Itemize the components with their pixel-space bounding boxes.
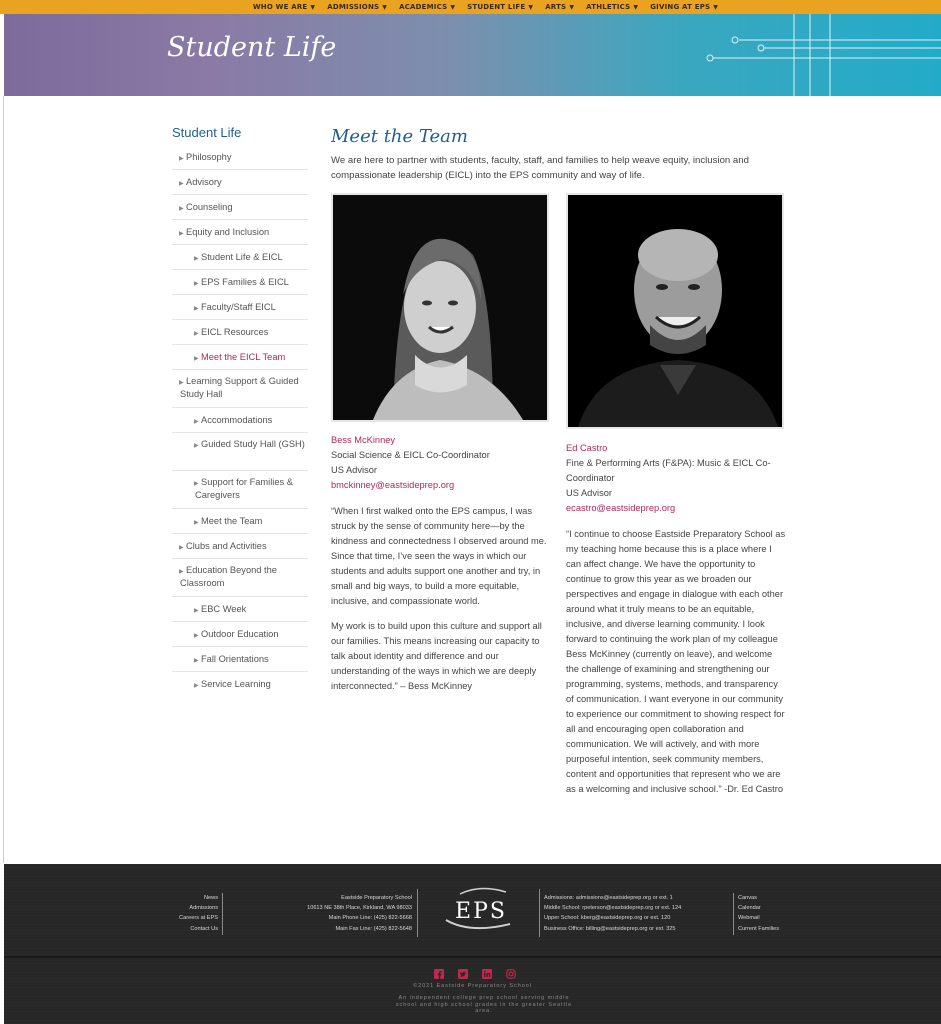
caret-right-icon: ▶ bbox=[194, 256, 199, 262]
sidebar-item-eicl-resources[interactable]: ▶ EICL Resources bbox=[172, 320, 308, 345]
facebook-icon[interactable] bbox=[434, 969, 444, 979]
footer-link-webmail[interactable]: Webmail bbox=[738, 915, 760, 922]
contact-admissions[interactable]: Admissions: admissions@eastsideprep.org or ext. 1 bbox=[544, 895, 673, 901]
nav-who-we-are[interactable]: WHO WE ARE ▼ bbox=[252, 3, 316, 11]
footer-link-calendar[interactable]: Calendar bbox=[738, 905, 761, 912]
school-address: 10613 NE 38th Place, Kirkland, WA 98033 bbox=[307, 905, 412, 912]
sidebar-item-eps-families-eicl[interactable]: ▶ EPS Families & EICL bbox=[172, 270, 308, 295]
portrait-photo-ed bbox=[566, 193, 784, 429]
caret-right-icon: ▶ bbox=[194, 658, 199, 664]
footer-link-careers[interactable]: Careers at EPS bbox=[179, 915, 218, 922]
person-name[interactable]: Bess McKinney bbox=[331, 435, 396, 445]
person-email-link[interactable]: ecastro@eastsideprep.org bbox=[566, 503, 676, 513]
person-card-bess bbox=[331, 433, 551, 493]
intro-paragraph: We are here to partner with students, faculty, staff, and families to help weave equity, inclusion and compassionate leadership (EICL) into the EPS community and way of life. bbox=[331, 155, 749, 181]
caret-right-icon: ▶ bbox=[179, 569, 184, 575]
caret-right-icon: ▶ bbox=[179, 206, 184, 212]
quote-bess-1: “When I first walked onto the EPS campus, I was struck by the sense of community here—by the kindness and connectedness I observed around me. Since that time, I’ve seen the ways in which our students and adults support one another and try, in small and big ways, to build a more equitable, inclusive, and compassionate world. bbox=[331, 506, 547, 606]
quote-bess-2: My work is to build upon this culture and support all our families. This means increasing our capacity to talk about identity and difference and our understanding of the ways in which we are deeply interconnected.” – Bess McKinney bbox=[331, 621, 542, 691]
sidebar-item-counseling[interactable]: ▶ Counseling bbox=[172, 195, 308, 220]
sidebar-item-student-life-eicl[interactable]: ▶ Student Life & EICL bbox=[172, 245, 308, 270]
sidebar-item-guided-study-hall[interactable]: ▶ Guided Study Hall (GSH) bbox=[172, 433, 308, 471]
instagram-icon[interactable] bbox=[506, 969, 516, 979]
site-footer bbox=[4, 864, 941, 1024]
chevron-down-icon: ▼ bbox=[569, 4, 575, 11]
sidebar-item-outdoor-education[interactable]: ▶ Outdoor Education bbox=[172, 622, 308, 647]
sidebar-item-advisory[interactable]: ▶ Advisory bbox=[172, 170, 308, 195]
person-extra: US Advisor bbox=[331, 465, 377, 475]
sidebar-item-education-beyond[interactable]: ▶ Education Beyond the Classroom bbox=[172, 559, 308, 597]
footer-links-right bbox=[738, 893, 818, 934]
contact-business-office[interactable]: Business Office: billing@eastsideprep.org or ext. 325 bbox=[544, 925, 676, 932]
twitter-icon[interactable] bbox=[458, 969, 468, 979]
footer-link-canvas[interactable]: Canvas bbox=[738, 895, 757, 901]
caret-right-icon: ▶ bbox=[194, 443, 199, 449]
chevron-down-icon: ▼ bbox=[528, 4, 534, 11]
person-email-link[interactable]: bmckinney@eastsideprep.org bbox=[331, 480, 455, 490]
nav-admissions[interactable]: ADMISSIONS ▼ bbox=[327, 3, 388, 11]
page-title: Meet the Team bbox=[331, 126, 468, 147]
footer-divider bbox=[539, 889, 540, 937]
page-left-border bbox=[3, 96, 4, 863]
person-name[interactable]: Ed Castro bbox=[566, 443, 608, 453]
footer-divider bbox=[417, 889, 418, 937]
caret-right-icon: ▶ bbox=[194, 481, 199, 487]
caret-right-icon: ▶ bbox=[179, 156, 184, 162]
hero-banner bbox=[4, 14, 941, 96]
footer-links-left bbox=[154, 893, 218, 934]
copyright-text: ©2021 Eastside Preparatory School bbox=[413, 983, 532, 989]
caret-right-icon: ▶ bbox=[194, 281, 199, 287]
footer-divider bbox=[222, 893, 223, 935]
nav-student-life[interactable]: STUDENT LIFE ▼ bbox=[467, 3, 534, 11]
school-name: Eastside Preparatory School bbox=[341, 895, 412, 901]
footer-separator bbox=[4, 956, 941, 958]
chevron-down-icon: ▼ bbox=[382, 4, 388, 11]
caret-right-icon: ▶ bbox=[194, 633, 199, 639]
caret-right-icon: ▶ bbox=[194, 683, 199, 689]
sidebar-item-service-learning[interactable]: ▶ Service Learning bbox=[172, 672, 308, 697]
sidebar-item-fall-orientations[interactable]: ▶ Fall Orientations bbox=[172, 647, 308, 672]
social-links bbox=[434, 969, 516, 979]
chevron-down-icon: ▼ bbox=[633, 4, 639, 11]
linkedin-icon[interactable] bbox=[482, 969, 492, 979]
caret-right-icon: ▶ bbox=[194, 419, 199, 425]
nav-academics[interactable]: ACADEMICS ▼ bbox=[399, 3, 456, 11]
logo-text: EPS bbox=[455, 899, 507, 924]
circuit-lines-graphic bbox=[4, 14, 941, 96]
sidebar-item-accommodations[interactable]: ▶ Accommodations bbox=[172, 408, 308, 433]
sidebar-item-philosophy[interactable]: ▶ Philosophy bbox=[172, 145, 308, 170]
caret-right-icon: ▶ bbox=[179, 181, 184, 187]
portrait-photo-bess bbox=[331, 193, 549, 422]
caret-right-icon: ▶ bbox=[194, 608, 199, 614]
top-nav bbox=[0, 0, 941, 14]
eps-logo[interactable] bbox=[440, 884, 522, 936]
caret-right-icon: ▶ bbox=[194, 520, 199, 526]
sidebar-item-meet-the-team[interactable]: ▶ Meet the Team bbox=[172, 509, 308, 534]
nav-athletics[interactable]: ATHLETICS ▼ bbox=[586, 3, 639, 11]
caret-right-icon: ▶ bbox=[194, 356, 199, 362]
person-card-ed bbox=[566, 441, 786, 516]
sidebar-item-learning-support[interactable]: ▶ Learning Support & Guided Study Hall bbox=[172, 370, 308, 408]
caret-right-icon: ▶ bbox=[179, 231, 184, 237]
chevron-down-icon: ▼ bbox=[713, 4, 719, 11]
caret-right-icon: ▶ bbox=[194, 306, 199, 312]
chevron-down-icon: ▼ bbox=[450, 4, 456, 11]
sidebar-nav bbox=[172, 145, 308, 697]
caret-right-icon: ▶ bbox=[179, 545, 184, 551]
caret-right-icon: ▶ bbox=[179, 380, 184, 386]
sidebar-item-clubs-activities[interactable]: ▶ Clubs and Activities bbox=[172, 534, 308, 559]
quote-ed: “I continue to choose Eastside Preparatory School as my teaching home because this is a place where I can affect change. We have the opportunity to continue to grow this year as we broaden our perspectives and engage in dialogue with each other around what it truly means to be an equitable, inclusive, and diverse learning community. I look forward to continuing the work plan of my colleague Bess McKinney (currently on leave), and welcome the challenge of examining and strengthening our programming, systems, methods, and transparency of communication. I want everyone in our community to experience our commitment to showing respect for all and encouraging open collaboration and communication. We will actively, and with more purposeful intention, seek community members, content and opportunities that represent who we are as a welcoming and inclusive school.” -Dr. Ed Castro bbox=[566, 529, 786, 794]
person-extra: US Advisor bbox=[566, 488, 612, 498]
footer-link-admissions[interactable]: Admissions bbox=[189, 905, 218, 912]
sidebar-item-meet-eicl-team[interactable]: ▶ Meet the EICL Team bbox=[172, 345, 308, 370]
hero-title: Student Life bbox=[167, 32, 337, 63]
footer-tagline: An independent college prep school serving middle school and high school grades in the greater Seattle area. bbox=[395, 995, 573, 1014]
footer-contacts bbox=[544, 893, 724, 934]
nav-arts[interactable]: ARTS ▼ bbox=[545, 3, 575, 11]
contact-upper-school[interactable]: Upper School: kberg@eastsideprep.org or ext. 120 bbox=[544, 915, 671, 922]
footer-address bbox=[254, 893, 412, 934]
footer-link-current-families[interactable]: Current Families bbox=[738, 925, 780, 932]
sidebar-item-equity-inclusion[interactable]: ▶ Equity and Inclusion bbox=[172, 220, 308, 245]
sidebar-item-support-families[interactable]: ▶ Support for Families & Caregivers bbox=[172, 471, 308, 509]
sidebar-title: Student Life bbox=[172, 125, 242, 140]
footer-divider bbox=[733, 893, 734, 935]
nav-giving-at-eps[interactable]: GIVING AT EPS ▼ bbox=[650, 3, 719, 11]
footer-link-contact[interactable]: Contact Us bbox=[190, 925, 218, 932]
main-phone: Main Phone Line: (425) 822-5668 bbox=[328, 915, 412, 922]
person-role: Social Science & EICL Co-Coordinator bbox=[331, 450, 490, 460]
person-role: Fine & Performing Arts (F&PA): Music & EICL Co-Coordinator bbox=[566, 458, 771, 483]
chevron-down-icon: ▼ bbox=[310, 4, 316, 11]
main-fax: Main Fax Line: (425) 822-5648 bbox=[335, 925, 412, 932]
footer-link-news[interactable]: News bbox=[204, 895, 218, 901]
contact-middle-school[interactable]: Middle School: rpeterson@eastsideprep.org or ext. 124 bbox=[544, 905, 682, 912]
sidebar-item-faculty-staff-eicl[interactable]: ▶ Faculty/Staff EICL bbox=[172, 295, 308, 320]
sidebar-item-ebc-week[interactable]: ▶ EBC Week bbox=[172, 597, 308, 622]
caret-right-icon: ▶ bbox=[194, 331, 199, 337]
